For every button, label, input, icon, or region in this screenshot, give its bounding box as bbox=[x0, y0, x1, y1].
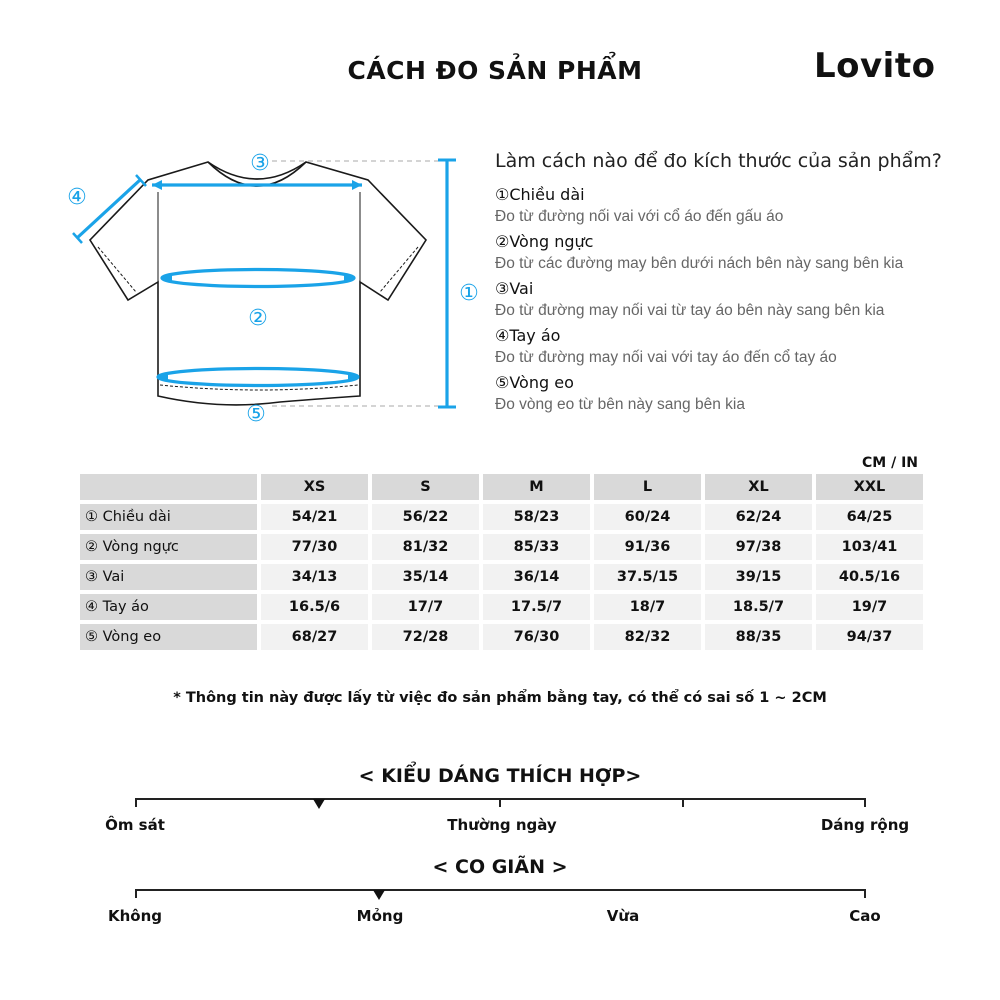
size-header: XL bbox=[705, 474, 812, 500]
fit-scale-tick bbox=[499, 798, 501, 807]
stretch-scale-title: < CO GIÃN > bbox=[432, 856, 568, 878]
table-cell: 97/38 bbox=[705, 534, 812, 560]
table-cell: 36/14 bbox=[483, 564, 590, 590]
table-cell: 60/24 bbox=[594, 504, 701, 530]
measurement-note: * Thông tin này được lấy từ việc đo sản phẩm bằng tay, có thể có sai số 1 ~ 2CM bbox=[173, 690, 827, 706]
table-cell: 94/37 bbox=[816, 624, 923, 650]
fit-label-tight: Ôm sát bbox=[105, 816, 165, 834]
table-cell: 19/7 bbox=[816, 594, 923, 620]
step-title-waist: ⑤Vòng eo bbox=[495, 373, 574, 392]
stretch-label-none: Không bbox=[107, 907, 163, 925]
step-title-length: ①Chiều dài bbox=[495, 185, 585, 204]
table-cell: 62/24 bbox=[705, 504, 812, 530]
brand-logo: Lovito bbox=[814, 46, 936, 86]
unit-label: CM / IN bbox=[862, 455, 918, 471]
step-title-sleeve: ④Tay áo bbox=[495, 326, 561, 345]
step-desc-chest: Đo từ các đường may bên dưới nách bên này sang bên kia bbox=[495, 255, 904, 272]
fit-scale-tick bbox=[135, 798, 137, 807]
waist-measure-ellipse bbox=[158, 369, 358, 386]
table-cell: 56/22 bbox=[372, 504, 479, 530]
fit-pointer-icon bbox=[313, 799, 325, 809]
stretch-label-thin: Mỏng bbox=[356, 907, 404, 925]
size-header: S bbox=[372, 474, 479, 500]
stretch-pointer-icon bbox=[373, 890, 385, 900]
fit-label-loose: Dáng rộng bbox=[820, 816, 910, 834]
step-title-shoulder: ③Vai bbox=[495, 279, 534, 298]
table-cell: 18/7 bbox=[594, 594, 701, 620]
marker-sleeve: ④ bbox=[67, 185, 87, 210]
table-row bbox=[80, 534, 923, 560]
size-header-corner bbox=[80, 474, 257, 500]
fit-label-regular: Thường ngày bbox=[447, 816, 557, 834]
table-row bbox=[80, 564, 923, 590]
marker-chest: ② bbox=[248, 306, 268, 331]
table-cell: 35/14 bbox=[372, 564, 479, 590]
tshirt-diagram bbox=[60, 140, 479, 440]
table-row bbox=[80, 624, 923, 650]
howto-question: Làm cách nào để đo kích thước của sản phẩm? bbox=[495, 150, 942, 172]
table-cell: 58/23 bbox=[483, 504, 590, 530]
size-table bbox=[76, 470, 927, 654]
row-label: ⑤ Vòng eo bbox=[80, 624, 257, 650]
table-cell: 81/32 bbox=[372, 534, 479, 560]
chest-measure-ellipse bbox=[162, 270, 354, 287]
stretch-label-medium: Vừa bbox=[606, 907, 640, 925]
size-header: XS bbox=[261, 474, 368, 500]
stretch-label-high: Cao bbox=[849, 907, 881, 925]
table-cell: 40.5/16 bbox=[816, 564, 923, 590]
table-cell: 85/33 bbox=[483, 534, 590, 560]
row-label: ④ Tay áo bbox=[80, 594, 257, 620]
stretch-scale-tick bbox=[135, 889, 137, 898]
table-row bbox=[80, 594, 923, 620]
size-header: M bbox=[483, 474, 590, 500]
step-desc-length: Đo từ đường nối vai với cổ áo đến gấu áo bbox=[495, 208, 784, 225]
table-cell: 72/28 bbox=[372, 624, 479, 650]
marker-waist: ⑤ bbox=[246, 402, 266, 427]
page-title: CÁCH ĐO SẢN PHẨM bbox=[347, 56, 643, 85]
table-cell: 77/30 bbox=[261, 534, 368, 560]
size-header: L bbox=[594, 474, 701, 500]
table-row bbox=[80, 504, 923, 530]
fit-scale-title: < KIỂU DÁNG THÍCH HỢP> bbox=[358, 765, 642, 787]
table-cell: 37.5/15 bbox=[594, 564, 701, 590]
table-cell: 68/27 bbox=[261, 624, 368, 650]
marker-shoulder: ③ bbox=[250, 151, 270, 176]
table-cell: 34/13 bbox=[261, 564, 368, 590]
table-cell: 76/30 bbox=[483, 624, 590, 650]
table-cell: 91/36 bbox=[594, 534, 701, 560]
table-cell: 103/41 bbox=[816, 534, 923, 560]
step-title-chest: ②Vòng ngực bbox=[495, 232, 594, 251]
table-cell: 17/7 bbox=[372, 594, 479, 620]
row-label: ② Vòng ngực bbox=[80, 534, 257, 560]
table-cell: 16.5/6 bbox=[261, 594, 368, 620]
marker-length: ① bbox=[459, 281, 479, 306]
stretch-scale-bar bbox=[135, 889, 866, 891]
table-cell: 17.5/7 bbox=[483, 594, 590, 620]
row-label: ① Chiều dài bbox=[80, 504, 257, 530]
fit-scale-tick bbox=[864, 798, 866, 807]
step-desc-shoulder: Đo từ đường may nối vai từ tay áo bên này sang bên kia bbox=[495, 302, 885, 319]
table-cell: 54/21 bbox=[261, 504, 368, 530]
fit-scale-tick bbox=[682, 798, 684, 807]
table-cell: 39/15 bbox=[705, 564, 812, 590]
step-desc-sleeve: Đo từ đường may nối vai với tay áo đến cổ tay áo bbox=[495, 349, 837, 366]
size-header: XXL bbox=[816, 474, 923, 500]
stretch-scale-tick bbox=[864, 889, 866, 898]
table-cell: 18.5/7 bbox=[705, 594, 812, 620]
size-header-row bbox=[80, 474, 923, 500]
step-desc-waist: Đo vòng eo từ bên này sang bên kia bbox=[495, 396, 745, 413]
table-cell: 82/32 bbox=[594, 624, 701, 650]
row-label: ③ Vai bbox=[80, 564, 257, 590]
table-cell: 88/35 bbox=[705, 624, 812, 650]
table-cell: 64/25 bbox=[816, 504, 923, 530]
